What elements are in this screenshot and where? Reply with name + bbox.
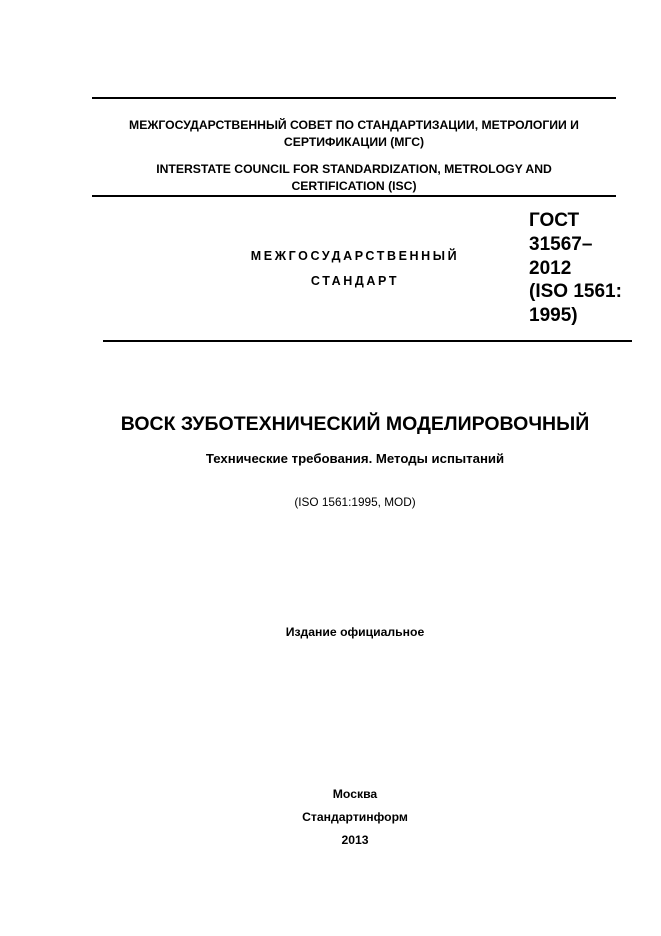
gost-line: (ISO 1561: [529,281,622,303]
designation-divider-rule [103,340,632,342]
top-rule [92,97,616,99]
gost-line: 31567– [529,233,593,255]
standard-kind-line1: МЕЖГОСУДАРСТВЕННЫЙ [250,249,460,263]
publication-city: Москва [332,787,378,801]
gost-line: 2012 [529,257,572,279]
council-name-ru-line1: МЕЖГОСУДАРСТВЕННЫЙ СОВЕТ ПО СТАНДАРТИЗАЦИИ, МЕТРОЛОГИИ И [129,118,579,132]
gost-designation [529,209,622,328]
header-divider-rule [92,195,616,197]
council-name-ru [92,117,616,151]
council-name-en [92,161,616,195]
gost-line: ГОСТ [529,210,580,231]
document-title: ВОСК ЗУБОТЕХНИЧЕСКИЙ МОДЕЛИРОВОЧНЫЙ [120,413,590,435]
iso-reference: (ISO 1561:1995, MOD) [294,495,416,509]
publisher-name: Стандартинформ [302,810,408,824]
gost-line: 1995) [529,305,578,327]
edition-label: Издание официальное [285,625,425,639]
council-name-en-line1: INTERSTATE COUNCIL FOR STANDARDIZATION, METROLOGY AND [156,162,552,176]
publication-year: 2013 [341,833,369,847]
council-name-en-line2: CERTIFICATION (ISC) [291,179,417,193]
council-name-ru-line2: СЕРТИФИКАЦИИ (МГС) [283,135,425,149]
document-subtitle: Технические требования. Методы испытаний [205,451,505,466]
standard-kind-line2: СТАНДАРТ [310,274,400,288]
